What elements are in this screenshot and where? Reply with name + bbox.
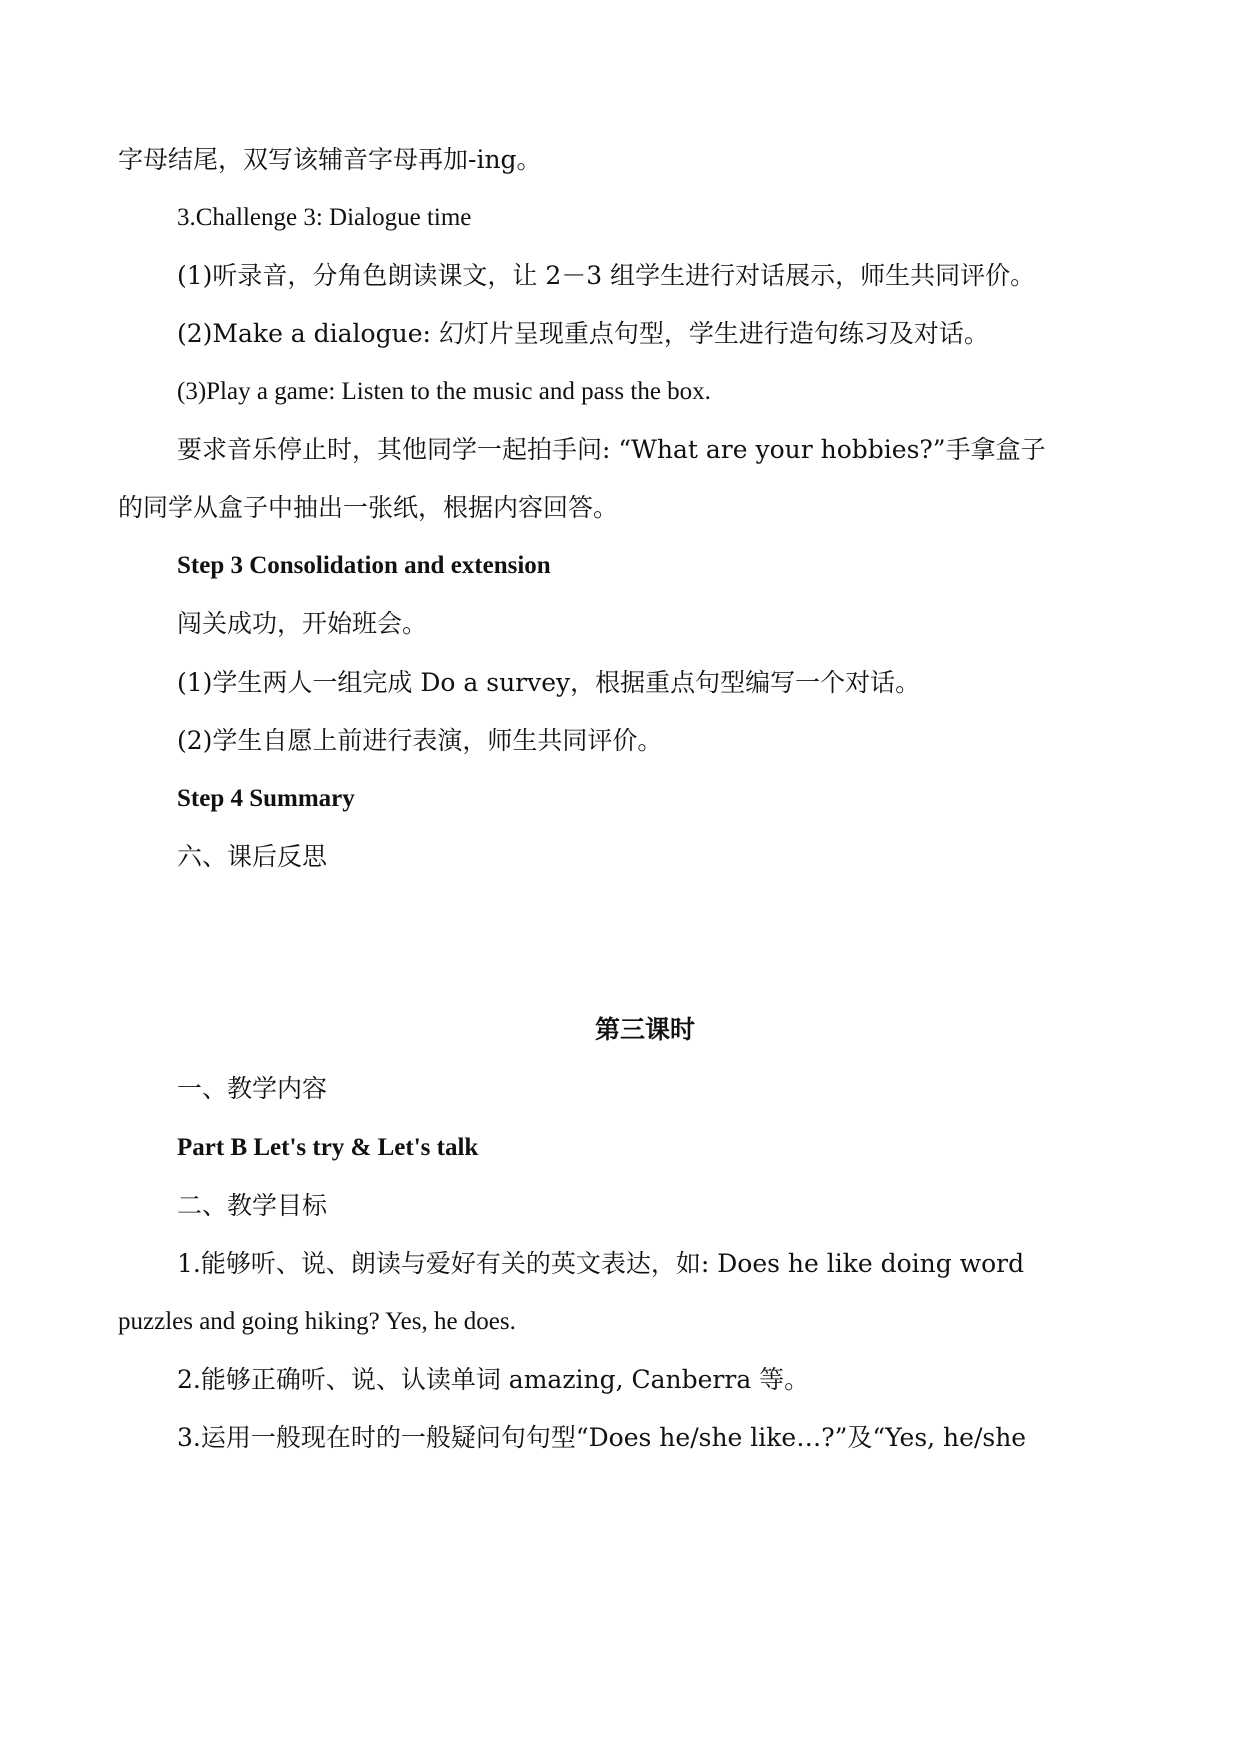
- section-objectives-heading: 二、教学目标: [177, 1191, 328, 1220]
- objective-3-line-1: 3.运用一般现在时的一般疑问句句型“Does he/she like…?”及“Yes, he/she: [177, 1423, 1027, 1452]
- lesson-title: 第三课时: [594, 1017, 695, 1044]
- section-reflection-heading: 六、课后反思: [177, 842, 328, 871]
- section-content-heading: 一、教学内容: [177, 1074, 328, 1103]
- game-rule-line-2: 的同学从盒子中抽出一张纸，根据内容回答。: [118, 493, 619, 522]
- list-item-play-game: (3)Play a game: Listen to the music and pass the box.: [177, 378, 711, 405]
- list-item-survey: (1)学生两人一组完成 Do a survey，根据重点句型编写一个对话。: [177, 668, 921, 697]
- list-item-listen-record: (1)听录音，分角色朗读课文，让 2－3 组学生进行对话展示，师生共同评价。: [177, 261, 1036, 290]
- paragraph-continuation: 字母结尾，双写该辅音字母再加-ing。: [118, 145, 542, 174]
- objective-1-line-1: 1.能够听、说、朗读与爱好有关的英文表达，如: Does he like doing word: [177, 1249, 1025, 1278]
- list-item-perform: (2)学生自愿上前进行表演，师生共同评价。: [177, 726, 663, 755]
- list-item-make-dialogue: (2)Make a dialogue: 幻灯片呈现重点句型，学生进行造句练习及对话。: [177, 319, 989, 348]
- objective-2: 2.能够正确听、说、认读单词 amazing, Canberra 等。: [177, 1365, 810, 1394]
- step-4-heading: Step 4 Summary: [177, 785, 355, 812]
- game-rule-line-1: 要求音乐停止时，其他同学一起拍手问: “What are your hobbies?”手拿盒子: [177, 435, 1046, 464]
- step-3-intro: 闯关成功，开始班会。: [177, 609, 428, 638]
- objective-1-line-2: puzzles and going hiking? Yes, he does.: [118, 1308, 516, 1335]
- step-3-heading: Step 3 Consolidation and extension: [177, 552, 551, 579]
- part-b-heading: Part B Let's try & Let's talk: [177, 1134, 479, 1161]
- challenge-3-heading: 3.Challenge 3: Dialogue time: [177, 204, 472, 231]
